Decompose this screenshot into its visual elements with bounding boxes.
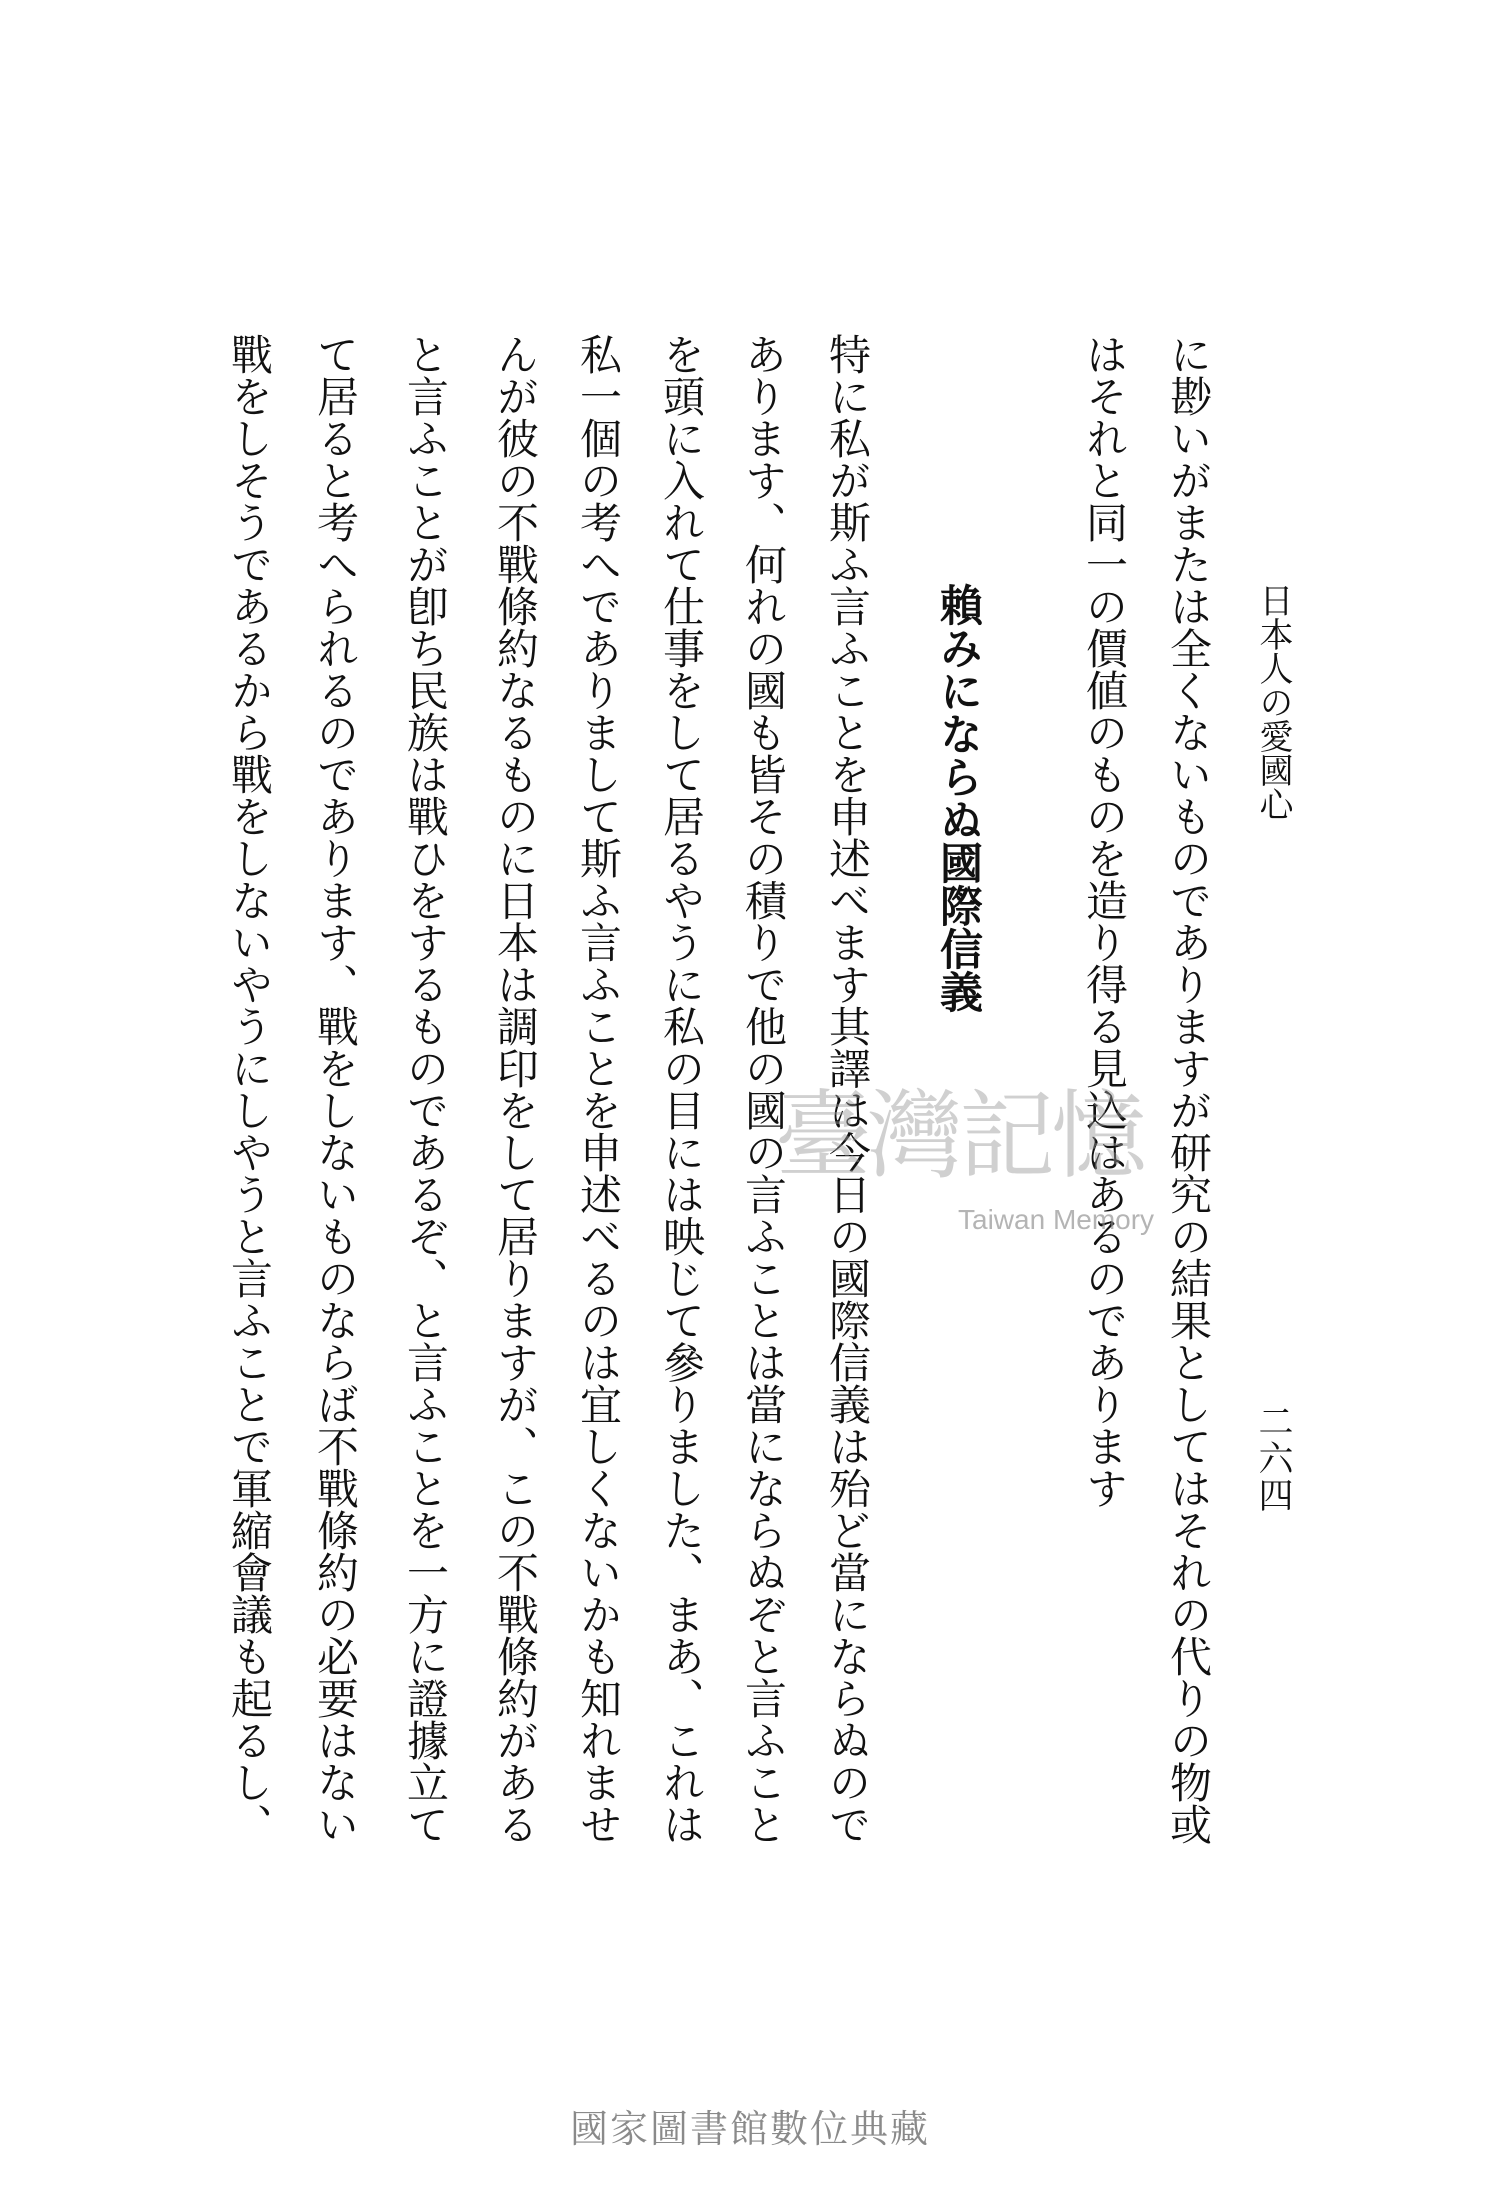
section-heading: 賴みにならぬ國際信義	[933, 583, 983, 1013]
watermark-logo: 臺灣記憶	[775, 1080, 1143, 1192]
text-column: を頭に入れて仕事をして居るやうに私の目には映じて參りました、まあ、これは	[657, 333, 706, 1845]
text-column: と言ふことが卽ち民族は戰ひをするものであるぞ、と言ふことを一方に證據立て	[401, 333, 450, 1845]
text-column: 戰をしそうであるから戰をしないやうにしやうと言ふことで軍縮會議も起るし、	[225, 333, 274, 1845]
watermark-subtitle: Taiwan Memory	[958, 1204, 1155, 1235]
text-column: 私一個の考へでありまして斯ふ言ふことを申述べるのは宜しくないかも知れませ	[574, 333, 623, 1845]
running-head: 日本人の愛國心	[1253, 583, 1293, 821]
text-column: て居ると考へられるのであります、戰をしないものならば不戰條約の必要はない	[311, 333, 360, 1845]
text-column: んが彼の不戰條約なるものに日本は調印をして居りますが、この不戰條約がある	[491, 333, 540, 1845]
text-column: 特に私が斯ふ言ふことを申述べます其譯は今日の國際信義は殆ど當にならぬので	[823, 333, 872, 1845]
text-column: はそれと同一の價値のものを造り得る見込はあるのであります	[1080, 333, 1129, 1509]
text-column: に尠いがまたは全くないものでありますが研究の結果としてはそれの代りの物或	[1164, 333, 1213, 1845]
page-number: 二六四	[1253, 1403, 1293, 1514]
text-column: あります、何れの國も皆その積りで他の國の言ふことは當にならぬぞと言ふこと	[739, 333, 788, 1845]
footer-collection-name: 國家圖書館數位典藏	[569, 2107, 930, 2151]
